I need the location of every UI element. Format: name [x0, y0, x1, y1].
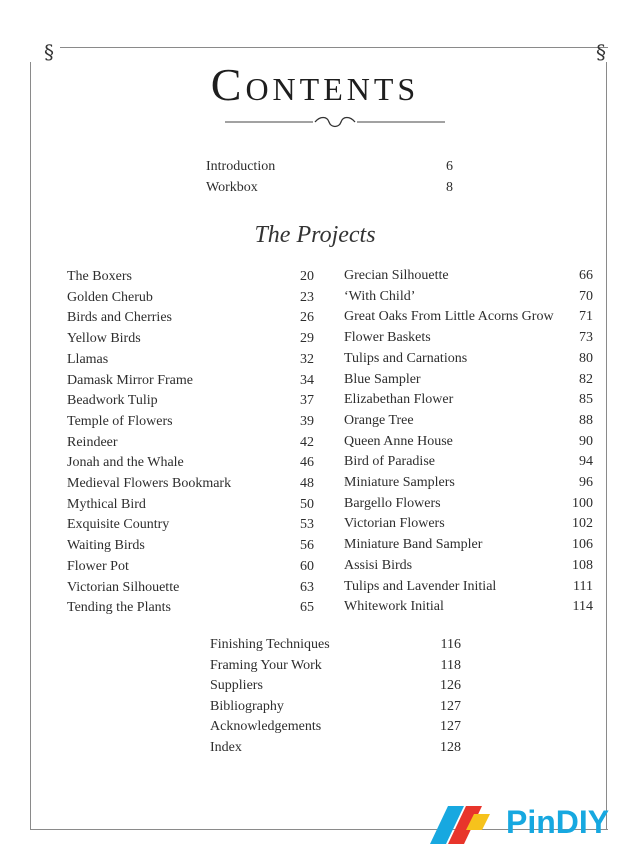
toc-entry-page-number: 26 [300, 310, 314, 326]
toc-entry-page-number: 66 [579, 268, 593, 283]
toc-entry-label: Yellow Birds [67, 331, 141, 347]
toc-entry-label: Introduction [206, 159, 276, 174]
toc-entry-label: Flower Baskets [344, 330, 431, 346]
toc-entry-page-number: 118 [440, 657, 461, 673]
toc-entry-label: Grecian Silhouette [344, 268, 449, 283]
toc-entry-label: Whitework Initial [344, 599, 444, 615]
toc-entry-page-number: 102 [572, 516, 593, 532]
toc-entry-page-number: 114 [572, 599, 593, 615]
toc-entry-page-number: 88 [579, 412, 593, 428]
toc-entry-page-number: 39 [300, 413, 314, 429]
toc-entry-label: Llamas [67, 351, 109, 367]
toc-entry-label: Mythical Bird [67, 496, 146, 512]
toc-entry-label: Orange Tree [344, 412, 414, 428]
toc-entry-label: Temple of Flowers [67, 413, 173, 429]
toc-entry-label: Tulips and Carnations [344, 350, 468, 366]
toc-entry-page-number: 34 [300, 372, 314, 388]
corner-flourish-icon: § [596, 40, 606, 64]
toc-entry-page-number: 50 [300, 496, 314, 512]
toc-entry-page-number: 111 [573, 578, 593, 594]
toc-entry-label: Reindeer [67, 434, 118, 450]
toc-entry-label: Suppliers [210, 678, 263, 694]
toc-entry-page-number: 65 [300, 600, 314, 616]
toc-entry-page-number: 8 [446, 179, 453, 195]
toc-entry-page-number: 106 [572, 537, 593, 553]
toc-entry-page-number: 56 [300, 538, 314, 554]
toc-entry-page-number: 20 [300, 269, 314, 284]
toc-entry-label: Birds and Cherries [67, 310, 172, 326]
toc-entry-label: Medieval Flowers Bookmark [67, 476, 232, 491]
toc-entry-page-number: 32 [300, 351, 314, 367]
toc-entry-page-number: 126 [440, 678, 461, 694]
toc-entry-page-number: 53 [300, 517, 314, 533]
projects-heading: The Projects [254, 222, 376, 248]
toc-entry-label: Index [210, 740, 242, 755]
toc-entry-label: Workbox [206, 179, 258, 195]
toc-entry-label: Flower Pot [67, 558, 129, 574]
toc-entry-page-number: 70 [579, 288, 593, 304]
toc-entry-label: Tulips and Lavender Initial [344, 578, 497, 594]
title-ornament-icon [225, 114, 445, 130]
toc-entry-label: Exquisite Country [67, 517, 170, 533]
page-border-left [30, 62, 31, 829]
toc-entry-page-number: 127 [440, 698, 461, 714]
toc-entry-label: Waiting Birds [67, 538, 145, 554]
toc-entry-page-number: 37 [300, 393, 314, 409]
toc-entry-label: Miniature Samplers [344, 475, 455, 490]
toc-entry-page-number: 128 [440, 740, 461, 755]
page-border-top [60, 47, 608, 48]
toc-entry-page-number: 116 [440, 637, 461, 652]
toc-entry-label: Finishing Techniques [210, 637, 330, 652]
toc-entry-label: Blue Sampler [344, 371, 421, 387]
toc-entry-label: Assisi Birds [344, 557, 413, 573]
toc-entry-label: Acknowledgements [210, 719, 322, 735]
page-title: Contents [210, 59, 420, 110]
toc-entry-label: Beadwork Tulip [67, 393, 158, 409]
toc-entry-label: Tending the Plants [67, 600, 172, 616]
toc-entry-page-number: 71 [579, 309, 593, 325]
toc-entry-page-number: 100 [572, 495, 593, 511]
toc-entry-page-number: 60 [300, 558, 314, 574]
toc-entry-label: Elizabethan Flower [344, 392, 454, 408]
toc-entry-label: Framing Your Work [210, 657, 322, 673]
toc-entry-label: Queen Anne House [344, 433, 453, 449]
toc-entry-label: Great Oaks From Little Acorns Grow [344, 309, 554, 325]
page-border-right [606, 62, 607, 829]
toc-entry-label: Golden Cherub [67, 289, 153, 305]
toc-entry-label: Jonah and the Whale [67, 455, 184, 471]
toc-entry-label: Victorian Silhouette [67, 579, 180, 595]
toc-entry-page-number: 6 [446, 159, 453, 174]
toc-entry-page-number: 96 [579, 475, 593, 490]
corner-flourish-icon: § [44, 40, 54, 64]
toc-entry-label: Bargello Flowers [344, 495, 441, 511]
toc-entry-label: Victorian Flowers [344, 516, 445, 532]
toc-entry-page-number: 90 [579, 433, 593, 449]
toc-entry-page-number: 127 [440, 719, 461, 735]
toc-entry-page-number: 46 [300, 455, 314, 471]
toc-entry-page-number: 85 [579, 392, 593, 408]
toc-entry-page-number: 42 [300, 434, 314, 450]
toc-entry-label: Damask Mirror Frame [67, 372, 193, 388]
toc-entry-page-number: 48 [300, 476, 314, 491]
toc-entry-page-number: 94 [579, 454, 593, 470]
toc-entry-page-number: 23 [300, 289, 314, 305]
toc-entry-label: The Boxers [67, 269, 132, 284]
toc-entry-label: ‘With Child’ [344, 288, 416, 304]
toc-entry-label: Miniature Band Sampler [344, 537, 483, 553]
toc-entry-page-number: 29 [300, 331, 314, 347]
toc-entry-page-number: 80 [579, 350, 593, 366]
toc-entry-page-number: 82 [579, 371, 593, 387]
watermark-text: PinDIY [506, 804, 610, 840]
toc-entry-page-number: 108 [572, 557, 593, 573]
toc-entry-page-number: 73 [579, 330, 593, 346]
toc-entry-label: Bibliography [210, 698, 284, 714]
toc-entry-page-number: 63 [300, 579, 314, 595]
toc-entry-label: Bird of Paradise [344, 454, 435, 470]
